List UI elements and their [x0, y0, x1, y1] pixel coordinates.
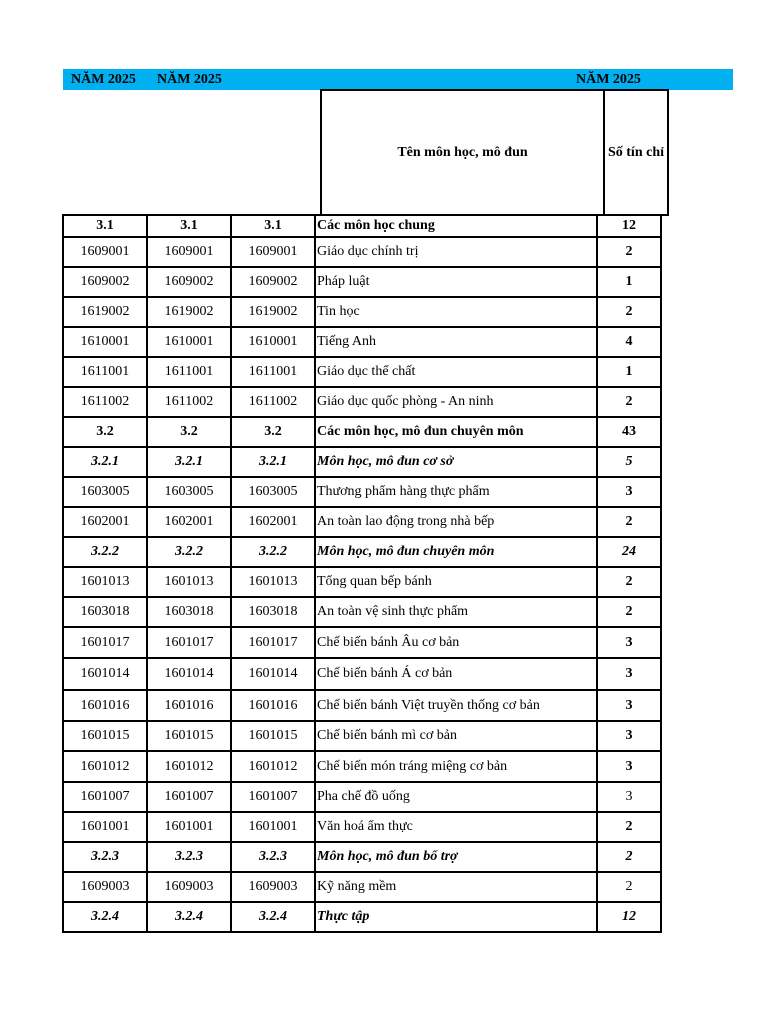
course-code-cell: 1609003 — [231, 872, 315, 902]
credits-cell: 5 — [597, 447, 661, 477]
course-code-cell: 1611001 — [147, 357, 231, 387]
course-name-cell: Pháp luật — [315, 267, 597, 297]
table-row — [63, 387, 661, 417]
course-code-cell: 1601015 — [63, 721, 147, 751]
table-row — [63, 215, 661, 237]
table-row — [63, 567, 661, 597]
year-label: NĂM 2025 — [576, 72, 641, 87]
course-name-cell: Giáo dục thể chất — [315, 357, 597, 387]
course-code-cell: 1610001 — [231, 327, 315, 357]
course-code-cell: 1601014 — [63, 658, 147, 690]
credits-cell: 4 — [597, 327, 661, 357]
curriculum-table — [62, 214, 662, 933]
credits-header: Số tín chỉ — [607, 144, 664, 160]
course-code-cell: 1602001 — [231, 507, 315, 537]
course-code-cell: 1611002 — [231, 387, 315, 417]
credits-cell: 1 — [597, 267, 661, 297]
course-code-cell: 1601007 — [231, 782, 315, 812]
credits-cell: 3 — [597, 658, 661, 690]
course-name-cell: Chế biến món tráng miệng cơ bản — [315, 751, 597, 782]
course-name-cell: Môn học, mô đun cơ sở — [315, 447, 597, 477]
course-code-cell: 1611001 — [63, 357, 147, 387]
credits-cell: 3 — [597, 477, 661, 507]
course-name-cell: Văn hoá ẩm thực — [315, 812, 597, 842]
course-code-cell: 3.2.1 — [231, 447, 315, 477]
course-code-cell: 1603005 — [63, 477, 147, 507]
course-code-cell: 1602001 — [63, 507, 147, 537]
course-code-cell: 1619002 — [147, 297, 231, 327]
table-row — [63, 902, 661, 932]
credits-cell: 2 — [597, 237, 661, 267]
table-row — [63, 721, 661, 751]
credits-cell: 3 — [597, 751, 661, 782]
column-header — [320, 89, 669, 216]
course-code-cell: 1611002 — [147, 387, 231, 417]
year-label: NĂM 2025 — [71, 72, 136, 87]
course-code-cell: 3.2.4 — [147, 902, 231, 932]
course-code-cell: 3.2.3 — [63, 842, 147, 872]
course-code-cell: 3.2.2 — [147, 537, 231, 567]
table-row — [63, 627, 661, 658]
credits-cell: 43 — [597, 417, 661, 447]
course-code-cell: 3.2.1 — [147, 447, 231, 477]
course-name-cell: Giáo dục quốc phòng - An ninh — [315, 387, 597, 417]
course-code-cell: 3.2.1 — [63, 447, 147, 477]
course-code-cell: 1603018 — [147, 597, 231, 627]
course-code-cell: 1601016 — [147, 690, 231, 721]
credits-cell: 12 — [597, 215, 661, 237]
year-label: NĂM 2025 — [157, 72, 222, 87]
course-code-cell: 1610001 — [63, 327, 147, 357]
course-name-cell: Tiếng Anh — [315, 327, 597, 357]
course-code-cell: 1601001 — [147, 812, 231, 842]
credits-cell: 1 — [597, 357, 661, 387]
course-code-cell: 1610001 — [147, 327, 231, 357]
credits-cell: 3 — [597, 782, 661, 812]
table-row — [63, 327, 661, 357]
course-name-cell: Các môn học, mô đun chuyên môn — [315, 417, 597, 447]
course-code-cell: 1601012 — [63, 751, 147, 782]
course-code-cell: 1609003 — [147, 872, 231, 902]
course-name-cell: Kỹ năng mềm — [315, 872, 597, 902]
table-row — [63, 417, 661, 447]
course-code-cell: 1609001 — [63, 237, 147, 267]
course-name-cell: Môn học, mô đun chuyên môn — [315, 537, 597, 567]
course-name-cell: An toàn vệ sinh thực phẩm — [315, 597, 597, 627]
course-code-cell: 1609001 — [147, 237, 231, 267]
course-name-cell: Chế biến bánh Á cơ bản — [315, 658, 597, 690]
course-code-cell: 1601007 — [147, 782, 231, 812]
credits-cell: 2 — [597, 387, 661, 417]
course-name-header: Tên môn học, mô đun — [322, 91, 605, 214]
table-row — [63, 267, 661, 297]
table-row — [63, 297, 661, 327]
table-row — [63, 477, 661, 507]
course-code-cell: 1601014 — [231, 658, 315, 690]
course-name-cell: Chế biến bánh Âu cơ bản — [315, 627, 597, 658]
course-code-cell: 1601017 — [63, 627, 147, 658]
table-row — [63, 507, 661, 537]
credits-cell: 3 — [597, 721, 661, 751]
course-code-cell: 3.2.4 — [63, 902, 147, 932]
course-code-cell: 3.2.3 — [147, 842, 231, 872]
course-code-cell: 1601012 — [147, 751, 231, 782]
course-code-cell: 1601014 — [147, 658, 231, 690]
table-row — [63, 842, 661, 872]
credits-cell: 2 — [597, 842, 661, 872]
credits-cell: 2 — [597, 507, 661, 537]
course-code-cell: 1601013 — [63, 567, 147, 597]
table-row — [63, 597, 661, 627]
course-code-cell: 1601012 — [231, 751, 315, 782]
course-code-cell: 1601017 — [231, 627, 315, 658]
course-code-cell: 1603018 — [231, 597, 315, 627]
credits-cell: 2 — [597, 567, 661, 597]
course-code-cell: 1609002 — [231, 267, 315, 297]
table-row — [63, 751, 661, 782]
table-row — [63, 658, 661, 690]
course-code-cell: 1611001 — [231, 357, 315, 387]
course-code-cell: 1602001 — [147, 507, 231, 537]
credits-cell: 12 — [597, 902, 661, 932]
credits-cell: 3 — [597, 690, 661, 721]
course-code-cell: 1601001 — [231, 812, 315, 842]
course-code-cell: 1601016 — [63, 690, 147, 721]
course-code-cell: 3.2.2 — [63, 537, 147, 567]
table-row — [63, 357, 661, 387]
course-code-cell: 1609002 — [63, 267, 147, 297]
course-code-cell: 1603005 — [231, 477, 315, 507]
course-code-cell: 1601015 — [231, 721, 315, 751]
credits-cell: 2 — [597, 297, 661, 327]
credits-cell: 3 — [597, 627, 661, 658]
course-code-cell: 1601017 — [147, 627, 231, 658]
course-name-cell: Thương phẩm hàng thực phẩm — [315, 477, 597, 507]
course-name-cell: Chế biến bánh Việt truyền thống cơ bản — [315, 690, 597, 721]
course-code-cell: 1609002 — [147, 267, 231, 297]
course-name-cell: Giáo dục chính trị — [315, 237, 597, 267]
course-code-cell: 1603018 — [63, 597, 147, 627]
credits-cell: 2 — [597, 597, 661, 627]
course-name-cell: Tổng quan bếp bánh — [315, 567, 597, 597]
table-row — [63, 237, 661, 267]
year-header-bar — [63, 69, 733, 90]
course-code-cell: 3.2.3 — [231, 842, 315, 872]
course-code-cell: 1601013 — [231, 567, 315, 597]
table-row — [63, 872, 661, 902]
course-code-cell: 3.1 — [231, 215, 315, 237]
course-name-cell: Các môn học chung — [315, 215, 597, 237]
course-name-cell: Chế biến bánh mì cơ bản — [315, 721, 597, 751]
course-code-cell: 1601013 — [147, 567, 231, 597]
course-name-cell: Môn học, mô đun bổ trợ — [315, 842, 597, 872]
course-code-cell: 3.2 — [231, 417, 315, 447]
course-code-cell: 1619002 — [231, 297, 315, 327]
table-row — [63, 537, 661, 567]
course-code-cell: 3.2.4 — [231, 902, 315, 932]
course-name-cell: Tin học — [315, 297, 597, 327]
credits-cell: 24 — [597, 537, 661, 567]
table-row — [63, 447, 661, 477]
table-row — [63, 782, 661, 812]
course-code-cell: 1601015 — [147, 721, 231, 751]
course-code-cell: 1601007 — [63, 782, 147, 812]
course-code-cell: 3.2 — [147, 417, 231, 447]
course-code-cell: 1609001 — [231, 237, 315, 267]
course-code-cell: 1603005 — [147, 477, 231, 507]
table-row — [63, 812, 661, 842]
course-code-cell: 3.1 — [63, 215, 147, 237]
course-code-cell: 3.2 — [63, 417, 147, 447]
course-code-cell: 1611002 — [63, 387, 147, 417]
course-name-cell: Pha chế đồ uống — [315, 782, 597, 812]
course-code-cell: 1609003 — [63, 872, 147, 902]
course-name-cell: Thực tập — [315, 902, 597, 932]
course-code-cell: 3.1 — [147, 215, 231, 237]
course-code-cell: 1601001 — [63, 812, 147, 842]
table-row — [63, 690, 661, 721]
course-code-cell: 3.2.2 — [231, 537, 315, 567]
credits-cell: 2 — [597, 812, 661, 842]
credits-cell: 2 — [597, 872, 661, 902]
course-code-cell: 1601016 — [231, 690, 315, 721]
course-name-cell: An toàn lao động trong nhà bếp — [315, 507, 597, 537]
course-code-cell: 1619002 — [63, 297, 147, 327]
